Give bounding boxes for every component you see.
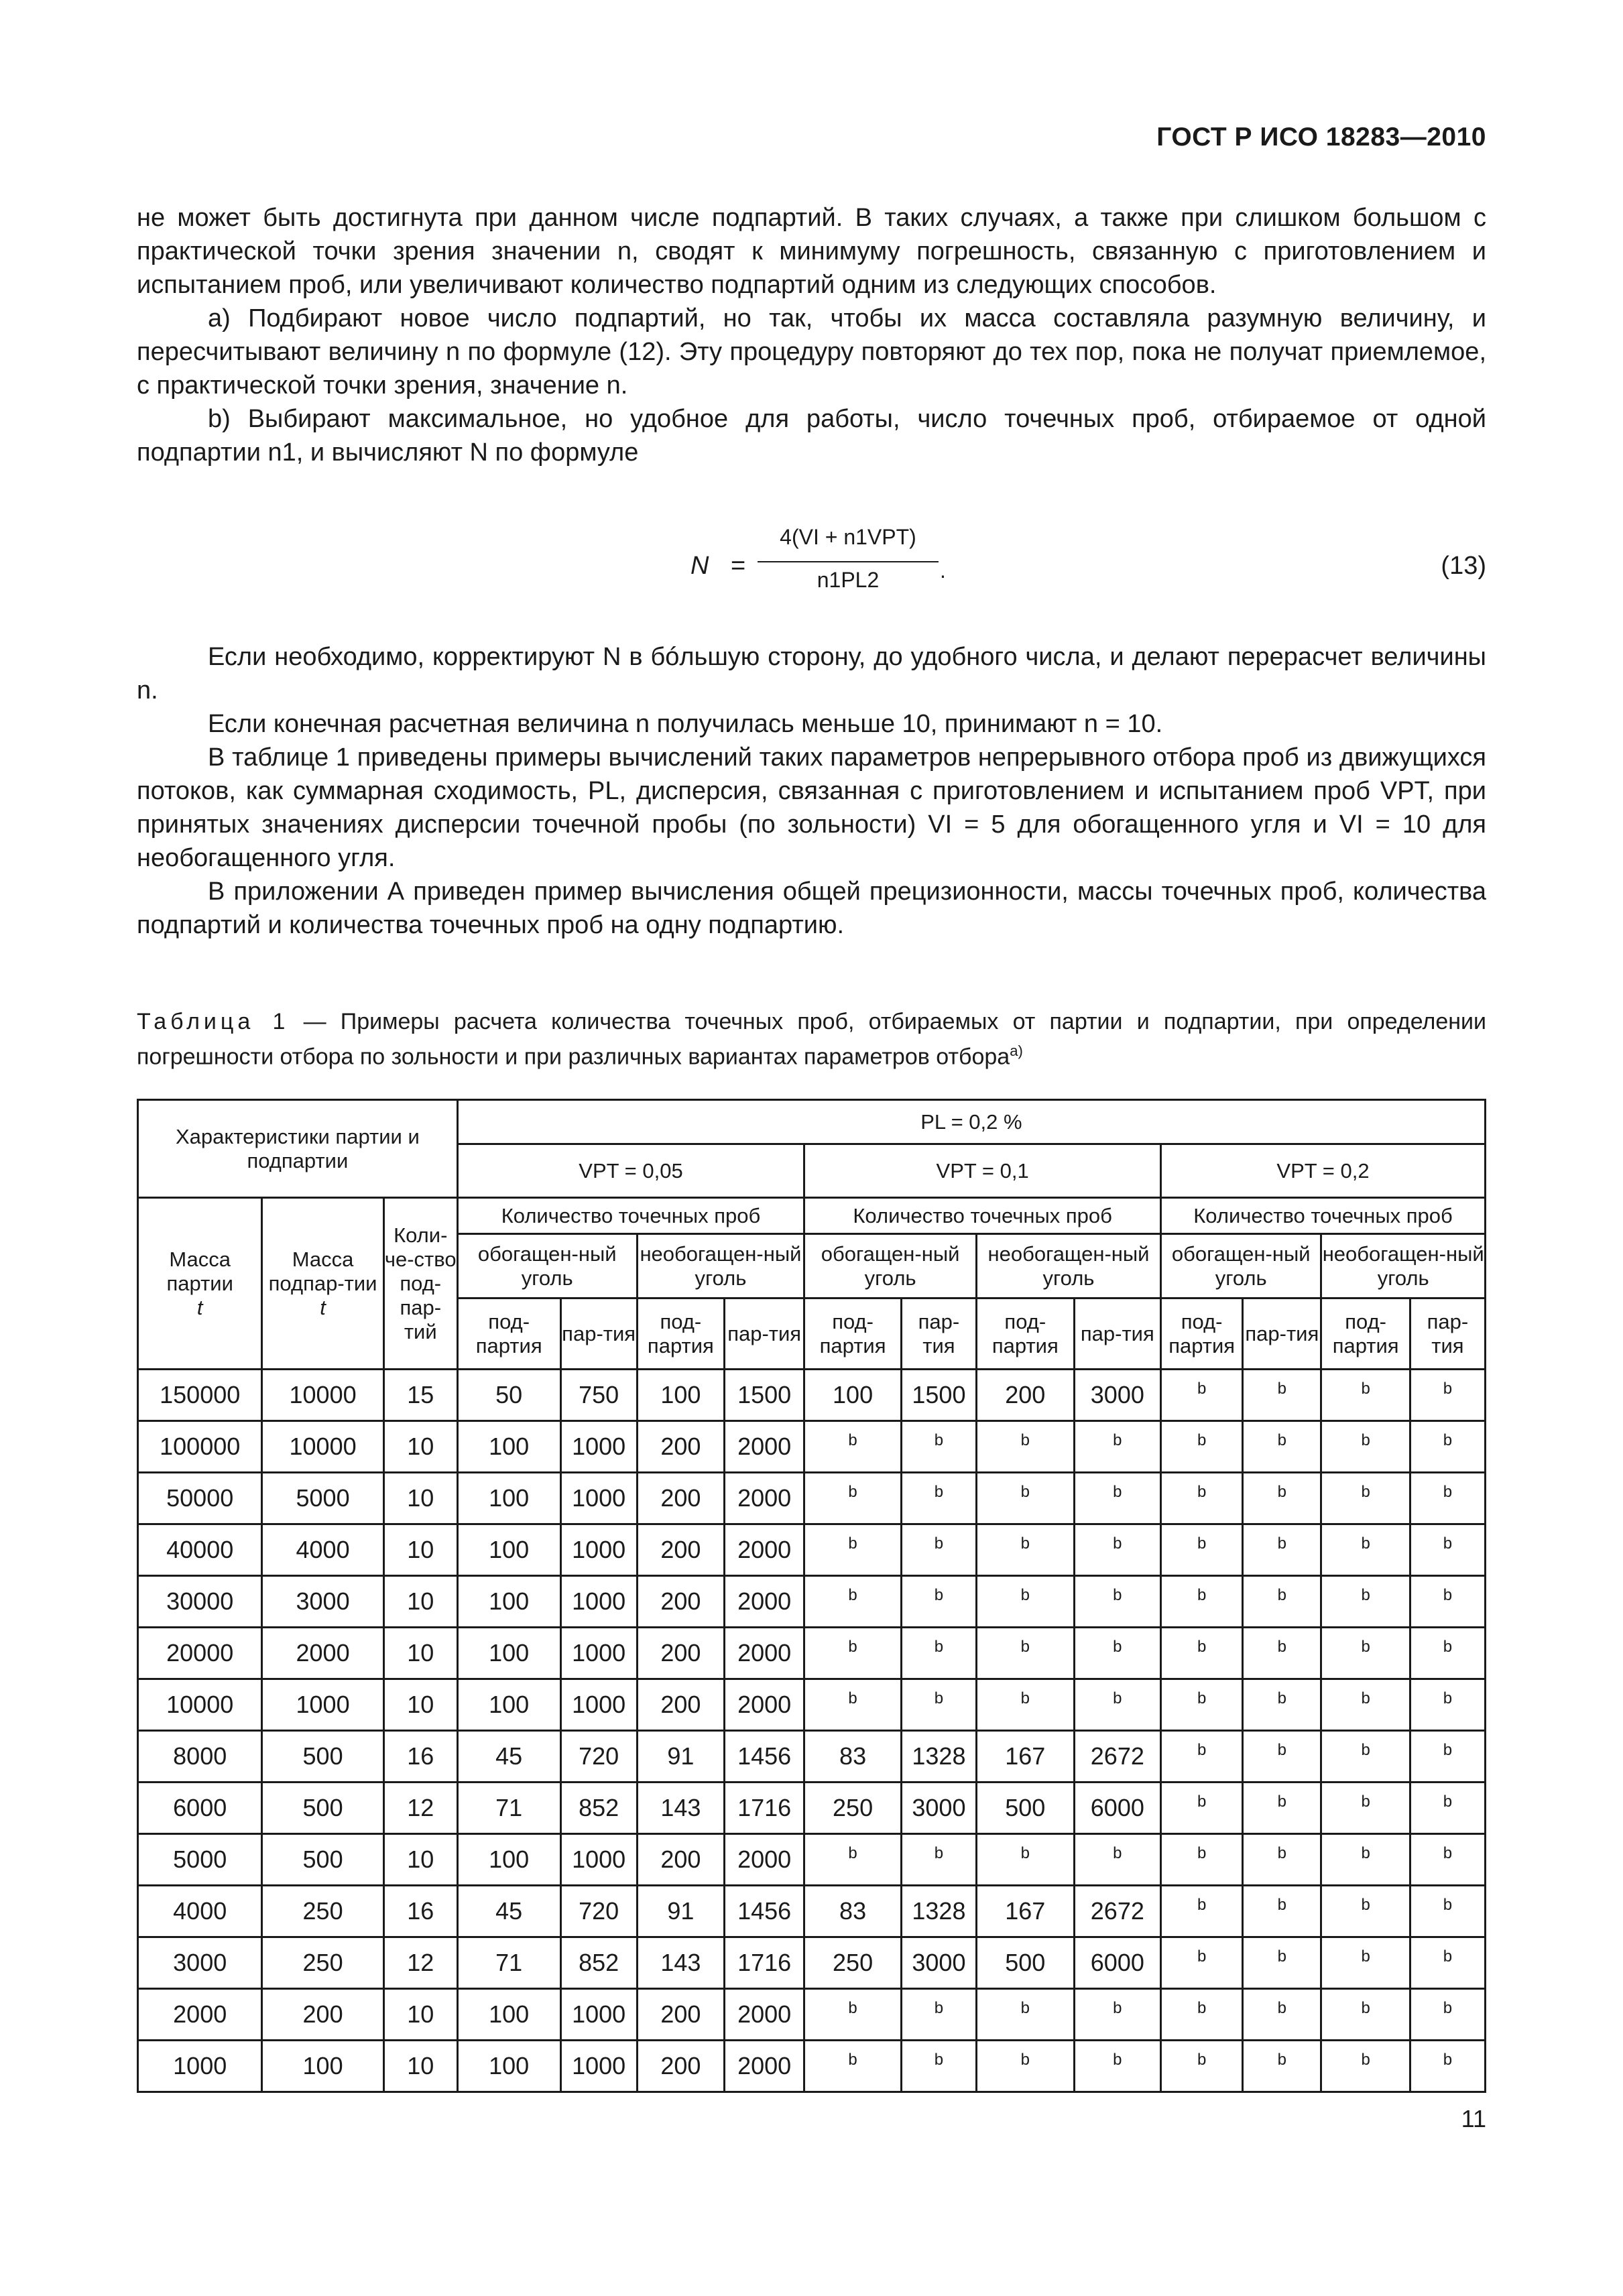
table-cell: 83 (804, 1886, 902, 1937)
header-enriched: обогащен-ный уголь (1161, 1234, 1321, 1298)
table-cell: 100 (457, 1834, 560, 1886)
table-cell: b (1243, 1989, 1321, 2041)
table-row (138, 1989, 1486, 2041)
table-cell: 2000 (725, 1524, 804, 1576)
paragraph: Если конечная расчетная величина n получилась меньше 10, принимают n = 10. (208, 710, 1163, 738)
table-cell: 750 (560, 1370, 637, 1421)
table-row (138, 1576, 1486, 1628)
table-cell: 100 (457, 1524, 560, 1576)
table-cell: b (1074, 1628, 1160, 1679)
table-cell: 3000 (1074, 1370, 1160, 1421)
table-cell: 4000 (138, 1886, 262, 1937)
table-cell: 91 (637, 1886, 724, 1937)
table-cell: b (1410, 1473, 1485, 1524)
header-raw: необогащен-ный уголь (637, 1234, 804, 1298)
table-cell: b (1074, 1421, 1160, 1473)
table-cell: 500 (262, 1783, 383, 1834)
table-cell: 720 (560, 1886, 637, 1937)
table-row (138, 1370, 1486, 1421)
table-cell: 143 (637, 1937, 724, 1989)
table-cell: b (1243, 1370, 1321, 1421)
table-cell: b (976, 1679, 1074, 1731)
header-raw: необогащен-ный уголь (1321, 1234, 1486, 1298)
table-cell: 10 (383, 2041, 457, 2092)
table-cell: b (1321, 1937, 1410, 1989)
header-lot: пар-тия (1410, 1298, 1485, 1370)
table-cell: 200 (262, 1989, 383, 2041)
table-cell: 100 (457, 1628, 560, 1679)
table-cell: b (1074, 1679, 1160, 1731)
header-vpt-005: VPT = 0,05 (457, 1144, 804, 1198)
table-cell: 3000 (901, 1783, 976, 1834)
table-cell: 83 (804, 1731, 902, 1783)
table-cell: 1000 (560, 2041, 637, 2092)
table-cell: 1456 (725, 1886, 804, 1937)
header-mass-lot (138, 1198, 262, 1370)
table-cell: 500 (976, 1783, 1074, 1834)
table-cell: b (804, 1421, 902, 1473)
header-lot: пар-тия (901, 1298, 976, 1370)
header-mass-sublot-label: Масса подпар-тии (268, 1247, 377, 1295)
table-cell: 1456 (725, 1731, 804, 1783)
table-cell: b (901, 1421, 976, 1473)
table-cell: 10 (383, 1421, 457, 1473)
table-cell: b (976, 1524, 1074, 1576)
table-row (138, 1473, 1486, 1524)
table-cell: 45 (457, 1886, 560, 1937)
table-cell: b (976, 1628, 1074, 1679)
table-row (138, 1628, 1486, 1679)
table-cell: b (1074, 2041, 1160, 2092)
table-cell: 1328 (901, 1886, 976, 1937)
table-cell: 5000 (138, 1834, 262, 1886)
table-cell: 100000 (138, 1421, 262, 1473)
table-cell: 20000 (138, 1628, 262, 1679)
table-cell: 1500 (725, 1370, 804, 1421)
table-cell: 200 (637, 2041, 724, 2092)
table-cell: 1000 (560, 1576, 637, 1628)
table-cell: 4000 (262, 1524, 383, 1576)
table-cell: 10 (383, 1628, 457, 1679)
table-cell: b (1321, 1421, 1410, 1473)
table-cell: b (1243, 1783, 1321, 1834)
table-cell: 1716 (725, 1937, 804, 1989)
table-cell: b (901, 1834, 976, 1886)
table-cell: 30000 (138, 1576, 262, 1628)
table-cell: 167 (976, 1731, 1074, 1783)
table-cell: 1000 (560, 1473, 637, 1524)
header-sublot: под-партия (457, 1298, 560, 1370)
table-cell: 16 (383, 1731, 457, 1783)
table-cell: 500 (976, 1937, 1074, 1989)
table-cell: 1716 (725, 1783, 804, 1834)
table-cell: 200 (637, 1473, 724, 1524)
table-cell: 200 (637, 1421, 724, 1473)
table-cell: b (1410, 1834, 1485, 1886)
table-cell: 852 (560, 1937, 637, 1989)
table-cell: b (1243, 1731, 1321, 1783)
table-cell: b (1074, 1524, 1160, 1576)
table-cell: b (1161, 1524, 1243, 1576)
paragraph: В приложении А приведен пример вычисления общей прецизионности, массы точечных проб, количества подпартий и количества точечных проб на одну подпартию. (137, 878, 1486, 939)
header-lot: пар-тия (1243, 1298, 1321, 1370)
table-cell: 2000 (262, 1628, 383, 1679)
table-cell: 100 (457, 2041, 560, 2092)
table-cell: b (1161, 1576, 1243, 1628)
table-cell: 1328 (901, 1731, 976, 1783)
table-cell: b (804, 1679, 902, 1731)
table-cell: 2000 (725, 1421, 804, 1473)
header-sublot: под-партия (1321, 1298, 1410, 1370)
table-cell: 8000 (138, 1731, 262, 1783)
table-cell: b (1161, 1679, 1243, 1731)
table-cell: b (1321, 1989, 1410, 2041)
table-cell: b (1074, 1576, 1160, 1628)
table-row (138, 1834, 1486, 1886)
table-cell: b (1321, 1628, 1410, 1679)
header-raw: необогащен-ный уголь (976, 1234, 1160, 1298)
table-cell: b (1074, 1834, 1160, 1886)
table-cell: 200 (637, 1679, 724, 1731)
formula-numerator: 4(VI + n1VPT) (780, 525, 916, 549)
paragraph: не может быть достигнута при данном числе подпартий. В таких случаях, а также при слишком большом с практической точки зрения значении n, сводят к минимуму погрешность, связанную с приготовлением и испытанием проб, или увеличивают количество подпартий одним из следующих способов. (137, 204, 1486, 299)
table-body (138, 1370, 1486, 2092)
table-cell: 250 (804, 1937, 902, 1989)
table-cell: b (976, 1421, 1074, 1473)
table-cell: 10000 (138, 1679, 262, 1731)
table-cell: b (1410, 1524, 1485, 1576)
table-cell: b (1410, 1783, 1485, 1834)
header-mass-lot-label: Масса партии (166, 1247, 233, 1295)
table-cell: 91 (637, 1731, 724, 1783)
table-cell: b (1321, 1731, 1410, 1783)
table-cell: b (1410, 1576, 1485, 1628)
table-cell: 100 (804, 1370, 902, 1421)
table-cell: 40000 (138, 1524, 262, 1576)
table-cell: 3000 (262, 1576, 383, 1628)
paragraph: а) Подбирают новое число подпартий, но так, чтобы их масса составляла разумную величину, и пересчитывают величину n по формуле (12). Эту процедуру повторяют до тех пор, пока не получат приемлемое, с практической точки зрения, значение n. (137, 304, 1486, 400)
table-cell: b (804, 1576, 902, 1628)
table-cell: 15 (383, 1370, 457, 1421)
header-sublot-count: Коли-че-ство под-пар-тий (383, 1198, 457, 1370)
table-cell: b (1410, 1679, 1485, 1731)
table-cell: b (1321, 1370, 1410, 1421)
table-cell: 100 (457, 1989, 560, 2041)
table-cell: b (976, 1473, 1074, 1524)
table-cell: 50000 (138, 1473, 262, 1524)
formula-equals: = (731, 552, 746, 580)
table-cell: 10 (383, 1576, 457, 1628)
table-cell: 143 (637, 1783, 724, 1834)
formula-period: . (940, 558, 946, 583)
table-caption (137, 1007, 1486, 1071)
table-cell: b (1161, 1989, 1243, 2041)
header-vpt-01: VPT = 0,1 (804, 1144, 1161, 1198)
table-cell: 200 (637, 1834, 724, 1886)
header-sublot: под-партия (1161, 1298, 1243, 1370)
table-cell: b (1161, 1783, 1243, 1834)
table-cell: b (901, 1989, 976, 2041)
table-cell: b (1321, 1576, 1410, 1628)
header-sublot: под-партия (976, 1298, 1074, 1370)
paragraph: В таблице 1 приведены примеры вычислений таких параметров непрерывного отбора проб из движущихся потоков, как суммарная сходимость, PL, дисперсия, связанная с приготовлением и испытанием проб VPT, при принятых значениях дисперсии точечной пробы (по зольности) VI = 5 для обогащенного угля и VI = 10 для необогащенного угля. (137, 743, 1486, 872)
table-cell: 100 (457, 1576, 560, 1628)
table-cell: 250 (804, 1783, 902, 1834)
table-row (138, 1679, 1486, 1731)
table-cell: 250 (262, 1886, 383, 1937)
table-cell: 100 (457, 1473, 560, 1524)
table-cell: b (1243, 2041, 1321, 2092)
table-cell: b (1161, 1937, 1243, 1989)
table-cell: b (1161, 1421, 1243, 1473)
table-cell: 2000 (725, 2041, 804, 2092)
paragraph: Если необходимо, корректируют N в бóльшую сторону, до удобного числа, и делают перерасчет величины n. (137, 643, 1486, 705)
formula-denominator: n1PL2 (817, 568, 880, 592)
table-cell: b (901, 1679, 976, 1731)
table-cell: 852 (560, 1783, 637, 1834)
table-cell: b (1410, 1421, 1485, 1473)
table-cell: b (1321, 1473, 1410, 1524)
header-increment-count: Количество точечных проб (804, 1198, 1161, 1234)
table-cell: b (1161, 1370, 1243, 1421)
standard-code: ГОСТ Р ИСО 18283—2010 (1156, 123, 1486, 152)
table-caption-note: а) (1010, 1042, 1023, 1059)
table-cell: b (976, 1576, 1074, 1628)
header-characteristics: Характеристики партии и подпартии (138, 1100, 458, 1198)
table-cell: b (804, 1473, 902, 1524)
table-caption-label: Таблица 1 (137, 1009, 290, 1034)
table-caption-text: — Примеры расчета количества точечных проб, отбираемых от партии и подпартии, при определении погрешности отбора по зольности и при различных вариантах параметров отбора (137, 1009, 1486, 1070)
table-cell: b (901, 2041, 976, 2092)
table-cell: 1000 (138, 2041, 262, 2092)
table-cell: b (1410, 2041, 1485, 2092)
table-cell: b (804, 1524, 902, 1576)
body-text-bottom (137, 640, 1486, 942)
formula-lhs: N (690, 552, 709, 580)
table-cell: 1000 (560, 1989, 637, 2041)
table-cell: b (1243, 1628, 1321, 1679)
table-row (138, 1421, 1486, 1473)
table-cell: 1000 (262, 1679, 383, 1731)
table-cell: b (1161, 1834, 1243, 1886)
table-cell: b (804, 2041, 902, 2092)
formula-13 (690, 520, 1093, 613)
header-lot: пар-тия (560, 1298, 637, 1370)
table-row (138, 1731, 1486, 1783)
table-cell: b (1161, 1731, 1243, 1783)
table-cell: b (901, 1473, 976, 1524)
table-cell: b (1321, 1834, 1410, 1886)
table-cell: 12 (383, 1783, 457, 1834)
table-cell: b (1243, 1679, 1321, 1731)
table-cell: 200 (637, 1628, 724, 1679)
table-cell: b (804, 1628, 902, 1679)
table-cell: b (1243, 1886, 1321, 1937)
table-cell: b (1161, 1473, 1243, 1524)
table-cell: b (1161, 1886, 1243, 1937)
table-cell: b (1410, 1989, 1485, 2041)
table-cell: 10 (383, 1989, 457, 2041)
table-cell: b (1161, 2041, 1243, 2092)
table-cell: 5000 (262, 1473, 383, 1524)
table-cell: 6000 (1074, 1937, 1160, 1989)
table-cell: 2672 (1074, 1886, 1160, 1937)
table-row (138, 1524, 1486, 1576)
table-cell: 6000 (138, 1783, 262, 1834)
table-cell: b (976, 1834, 1074, 1886)
table-cell: 10000 (262, 1421, 383, 1473)
table-cell: 1000 (560, 1628, 637, 1679)
table-cell: b (901, 1524, 976, 1576)
header-increment-count: Количество точечных проб (457, 1198, 804, 1234)
paragraph: b) Выбирают максимальное, но удобное для работы, число точечных проб, отбираемое от одной подпартии n1, и вычисляют N по формуле (137, 405, 1486, 467)
header-vpt-02: VPT = 0,2 (1161, 1144, 1486, 1198)
table-cell: b (901, 1628, 976, 1679)
table-cell: b (1243, 1937, 1321, 1989)
table-row (138, 1783, 1486, 1834)
table-cell: 71 (457, 1783, 560, 1834)
header-sublot: под-партия (637, 1298, 724, 1370)
table-cell: b (901, 1576, 976, 1628)
table-cell: b (804, 1834, 902, 1886)
header-mass-lot-unit: t (196, 1295, 203, 1319)
table-cell: 3000 (901, 1937, 976, 1989)
table-cell: b (976, 2041, 1074, 2092)
table-cell: b (804, 1989, 902, 2041)
table-cell: 1000 (560, 1679, 637, 1731)
table-cell: 71 (457, 1937, 560, 1989)
table-cell: 10000 (262, 1370, 383, 1421)
table-row (138, 1886, 1486, 1937)
table-cell: b (1321, 1679, 1410, 1731)
table-cell: 500 (262, 1834, 383, 1886)
table-cell: b (1074, 1473, 1160, 1524)
body-text-top (137, 201, 1486, 469)
table-cell: 167 (976, 1886, 1074, 1937)
table-cell: 1000 (560, 1524, 637, 1576)
table-cell: 100 (262, 2041, 383, 2092)
header-mass-sublot-unit: t (320, 1295, 326, 1319)
table-cell: 720 (560, 1731, 637, 1783)
table-cell: 45 (457, 1731, 560, 1783)
table-cell: 6000 (1074, 1783, 1160, 1834)
table-cell: 200 (637, 1989, 724, 2041)
table-cell: b (1410, 1886, 1485, 1937)
header-increment-count: Количество точечных проб (1161, 1198, 1486, 1234)
header-lot: пар-тия (725, 1298, 804, 1370)
table-cell: b (1243, 1576, 1321, 1628)
table-cell: 100 (457, 1679, 560, 1731)
table-cell: 10 (383, 1834, 457, 1886)
table-cell: 100 (457, 1421, 560, 1473)
sampling-table (137, 1099, 1486, 2093)
table-cell: 2000 (725, 1834, 804, 1886)
table-cell: 50 (457, 1370, 560, 1421)
table-cell: 150000 (138, 1370, 262, 1421)
table-cell: 500 (262, 1731, 383, 1783)
page-number: 11 (1461, 2105, 1486, 2132)
table-cell: b (1410, 1370, 1485, 1421)
header-sublot: под-партия (804, 1298, 902, 1370)
table-cell: 10 (383, 1524, 457, 1576)
header-enriched: обогащен-ный уголь (457, 1234, 637, 1298)
table-cell: b (1074, 1989, 1160, 2041)
header-mass-sublot (262, 1198, 383, 1370)
header-pl: PL = 0,2 % (457, 1100, 1485, 1144)
equation-number: (13) (1441, 552, 1486, 580)
fraction-bar (758, 561, 939, 562)
table-cell: 16 (383, 1886, 457, 1937)
table-cell: b (976, 1989, 1074, 2041)
table-cell: b (1321, 1524, 1410, 1576)
table-cell: 10 (383, 1679, 457, 1731)
table-cell: 2000 (725, 1679, 804, 1731)
table-cell: b (1243, 1524, 1321, 1576)
table-cell: b (1321, 2041, 1410, 2092)
table-cell: 3000 (138, 1937, 262, 1989)
table-cell: 250 (262, 1937, 383, 1989)
table-cell: 1000 (560, 1421, 637, 1473)
table-cell: b (1243, 1421, 1321, 1473)
table-cell: 200 (637, 1576, 724, 1628)
table-cell: b (1243, 1834, 1321, 1886)
table-cell: 2000 (725, 1473, 804, 1524)
table-cell: b (1410, 1628, 1485, 1679)
table-cell: b (1410, 1937, 1485, 1989)
table-cell: 10 (383, 1473, 457, 1524)
table-cell: 200 (637, 1524, 724, 1576)
table-cell: b (1321, 1886, 1410, 1937)
table-cell: 2000 (725, 1628, 804, 1679)
table-cell: b (1243, 1473, 1321, 1524)
table-cell: b (1410, 1731, 1485, 1783)
table-row (138, 2041, 1486, 2092)
table-cell: 2000 (138, 1989, 262, 2041)
table-cell: 2000 (725, 1576, 804, 1628)
table-cell: 12 (383, 1937, 457, 1989)
table-cell: 2000 (725, 1989, 804, 2041)
header-enriched: обогащен-ный уголь (804, 1234, 977, 1298)
header-lot: пар-тия (1074, 1298, 1160, 1370)
table-cell: 200 (976, 1370, 1074, 1421)
table-row (138, 1937, 1486, 1989)
table-cell: 1500 (901, 1370, 976, 1421)
table-cell: 100 (637, 1370, 724, 1421)
table-cell: 1000 (560, 1834, 637, 1886)
table-cell: b (1161, 1628, 1243, 1679)
table-cell: b (1321, 1783, 1410, 1834)
table-cell: 2672 (1074, 1731, 1160, 1783)
